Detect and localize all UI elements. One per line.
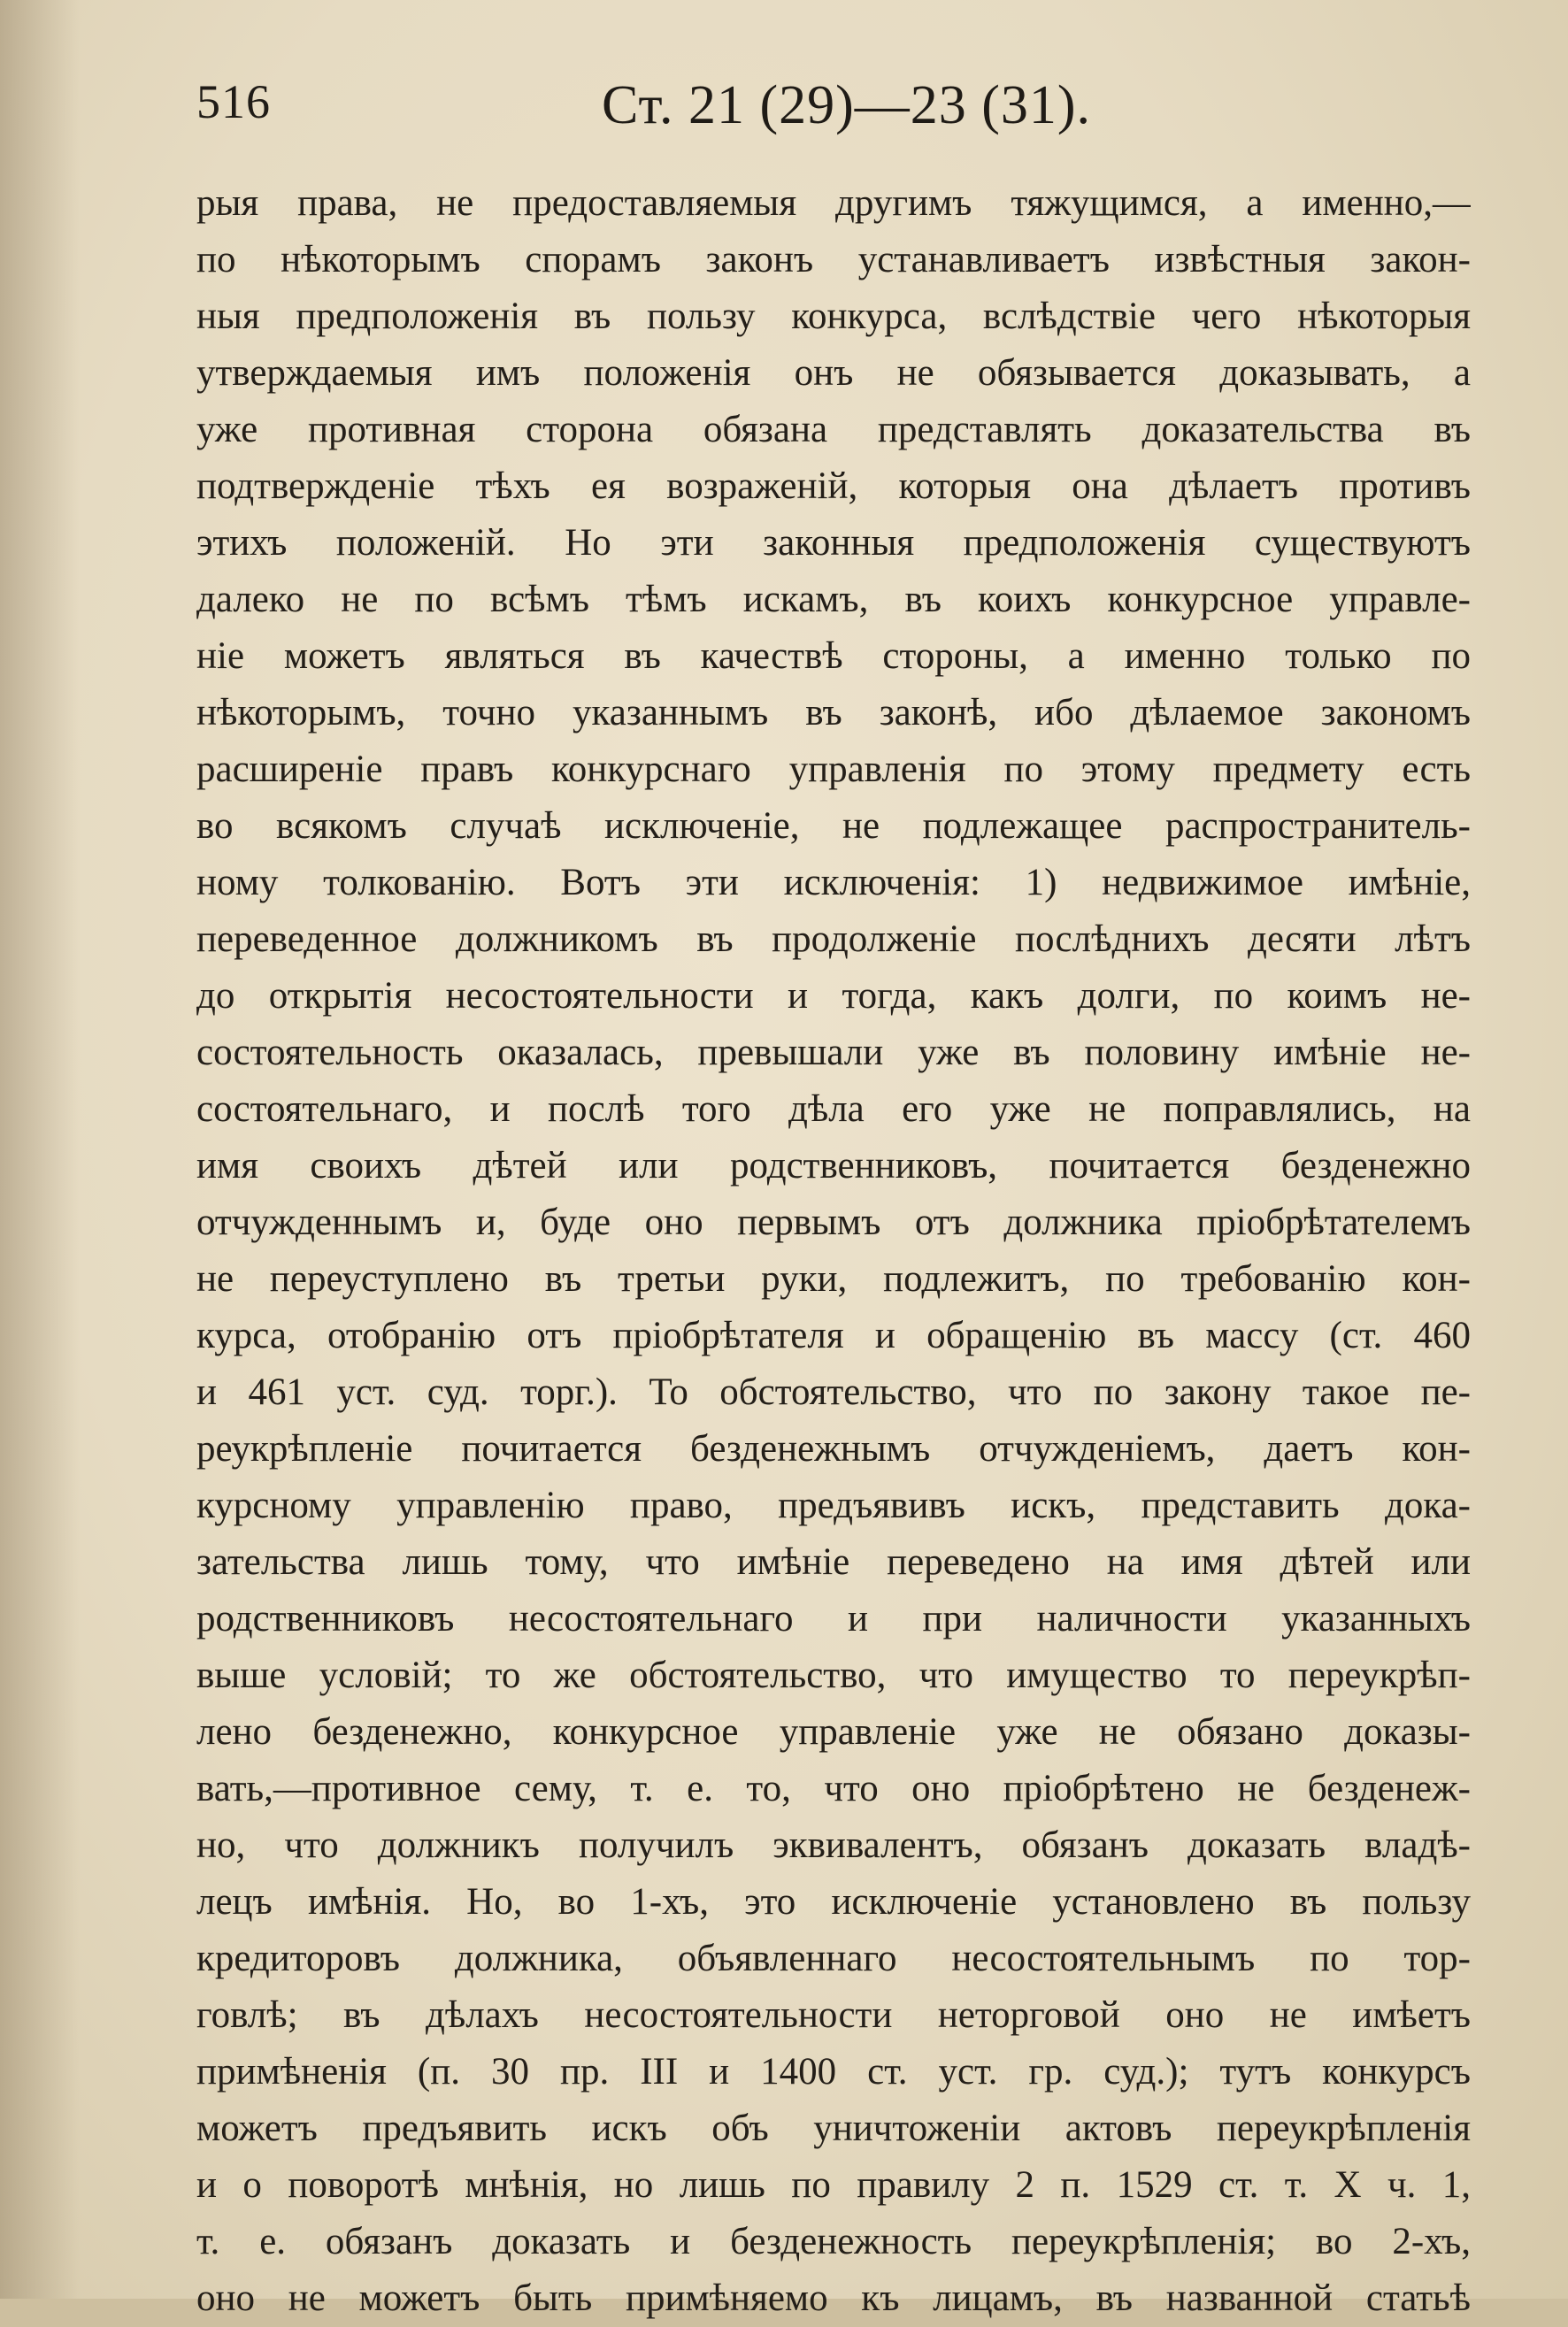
text-line: переведенное должникомъ въ продолженіе послѣднихъ десяти лѣтъ [196,918,1471,960]
text-line: расширеніе правъ конкурснаго управленія по этому предмету есть [196,749,1471,790]
text-line: и о поворотѣ мнѣнія, но лишь по правилу 2 п. 1529 ст. т. X ч. 1, [196,2164,1471,2206]
page-gutter-shadow [0,0,80,2299]
page-header [0,69,1568,149]
body-text [196,175,1471,2327]
text-line: и 461 уст. суд. торг.). То обстоятельство, что по закону такое пе- [196,1371,1471,1413]
text-line: примѣненія (п. 30 пр. III и 1400 ст. уст. гр. суд.); тутъ конкурсъ [196,2051,1471,2093]
text-line: ныя предположенія въ пользу конкурса, вслѣдствіе чего нѣкоторыя [196,296,1471,337]
text-line: лецъ имѣнія. Но, во 1-хъ, это исключеніе установлено въ пользу [196,1881,1471,1923]
text-line: до открытія несостоятельности и тогда, какъ долги, по коимъ не- [196,975,1471,1017]
text-line: кредиторовъ должника, объявленнаго несостоятельнымъ по тор- [196,1938,1471,1979]
text-line: уже противная сторона обязана представлять доказательства въ [196,409,1471,450]
text-line: не переуступлено въ третьи руки, подлежитъ, по требованію кон- [196,1258,1471,1300]
text-line: отчужденнымъ и, буде оно первымъ отъ должника пріобрѣтателемъ [196,1202,1471,1243]
text-line: по нѣкоторымъ спорамъ законъ устанавливаетъ извѣстныя закон- [196,239,1471,280]
text-line: оно не можетъ быть примѣняемо къ лицамъ, въ названной статьѣ [196,2277,1471,2319]
text-line: курса, отобранію отъ пріобрѣтателя и обращенію въ массу (ст. 460 [196,1315,1471,1356]
text-line: вать,—противное сему, т. е. то, что оно пріобрѣтено не безденеж- [196,1768,1471,1809]
text-line: реукрѣпленіе почитается безденежнымъ отчужденіемъ, даетъ кон- [196,1428,1471,1470]
text-line: подтвержденіе тѣхъ ея возраженій, которыя она дѣлаетъ противъ [196,465,1471,507]
text-line: можетъ предъявить искъ объ уничтоженіи актовъ переукрѣпленія [196,2108,1471,2149]
running-head: Ст. 21 (29)—23 (31). [602,75,1092,135]
text-line: зательства лишь тому, что имѣніе переведено на имя дѣтей или [196,1541,1471,1583]
text-line: курсному управленію право, предъявивъ искъ, представить дока- [196,1485,1471,1526]
text-line: во всякомъ случаѣ исключеніе, не подлежащее распространитель- [196,805,1471,847]
text-line: но, что должникъ получилъ эквивалентъ, обязанъ доказать владѣ- [196,1824,1471,1866]
text-line: состоятельнаго, и послѣ того дѣла его уже не поправлялись, на [196,1088,1471,1130]
text-line: родственниковъ несостоятельнаго и при наличности указанныхъ [196,1598,1471,1640]
text-line: выше условій; то же обстоятельство, что имущество то переукрѣп- [196,1655,1471,1696]
text-line: нѣкоторымъ, точно указаннымъ въ законѣ, ибо дѣлаемое закономъ [196,692,1471,733]
text-line: рыя права, не предоставляемыя другимъ тяжущимся, а именно,— [196,182,1471,224]
text-line: утверждаемыя имъ положенія онъ не обязывается доказывать, а [196,352,1471,394]
text-line: лено безденежно, конкурсное управленіе уже не обязано доказы- [196,1711,1471,1753]
text-line: т. е. обязанъ доказать и безденежность переукрѣпленія; во 2-хъ, [196,2221,1471,2262]
text-line: состоятельность оказалась, превышали уже въ половину имѣніе не- [196,1032,1471,1073]
text-line: ному толкованію. Вотъ эти исключенія: 1) недвижимое имѣніе, [196,862,1471,903]
page-number: 516 [196,75,271,128]
text-line: далеко не по всѣмъ тѣмъ искамъ, въ коихъ конкурсное управле- [196,579,1471,620]
text-line: имя своихъ дѣтей или родственниковъ, почитается безденежно [196,1145,1471,1187]
text-line: этихъ положеній. Но эти законныя предположенія существуютъ [196,522,1471,564]
text-line: ніе можетъ являться въ качествѣ стороны, а именно только по [196,635,1471,677]
text-line: говлѣ; въ дѣлахъ несостоятельности неторговой оно не имѣетъ [196,1994,1471,2036]
